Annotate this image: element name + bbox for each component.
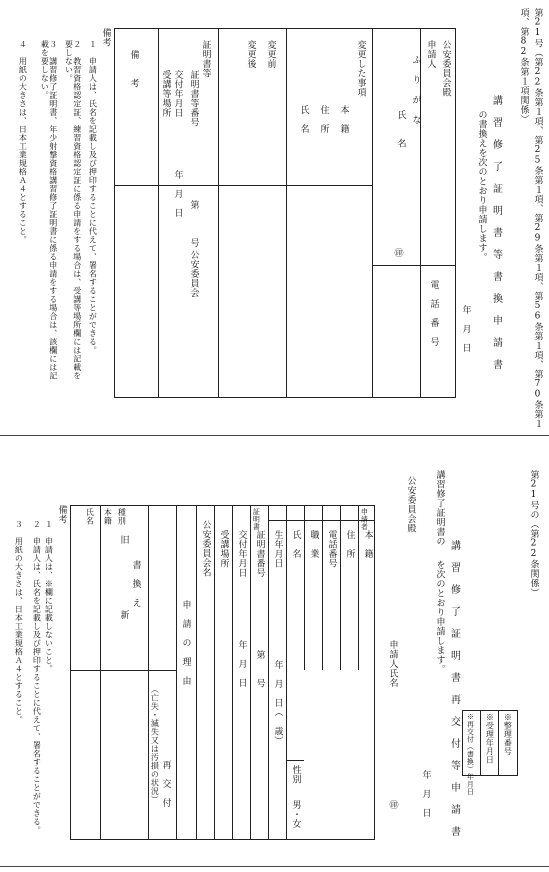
form1-issue-date-value: 年 月 日 [172,170,183,218]
form2-new-label: 新 [118,610,129,620]
form1-cert-no-value: 第 号 [188,200,199,248]
form2-header: 第21号の（第22条関係） [528,470,539,598]
form2-note-2: ３ 用紙の大きさは、日本工業規格Ａ４とすること。 [14,520,24,724]
form2-issue-value: 年 月 日 [236,640,247,688]
form1-after-change: 変更後 [245,40,256,69]
form2-row-8: 受講場所 [218,530,229,568]
form1-change-group: 変更した事項 [355,40,366,97]
form1-change-row-2: 氏 名 [298,105,309,134]
form1-applicant-group: 申請人 [425,40,436,69]
form2-reason-options: 再 交 付 [160,760,171,808]
form2-reason-sub: （亡失・滅失又は汚損の状況） [150,685,160,804]
form2-row-1: 住 所 [344,530,355,559]
form2-office-item-1: ※受理年月日 [485,713,495,764]
form1-note-2: ３ 講習修了証明書、年少射撃資格講習修了証明書に係る申請をする場合は、該欄には記載を要しない。 [40,40,58,380]
form2-group-cert: 証明書 [252,508,261,531]
form2-note-0: １ 申請人は、※欄に記載しないこと。 [44,520,54,673]
form1-change-row-1: 住 所 [318,105,329,134]
form2-note-1: ２ 申請人は、氏名を記載し及び押印することに代えて、署名することができる。 [32,520,42,835]
form1-cert-group: 証明書等 [200,40,211,78]
form1-before-change: 変更前 [265,40,276,69]
form1-title-line1: 講 習 修 了 証 明 書 等 書 換 申 請 書 [490,95,502,370]
form2-row-0: 本 籍 [362,530,373,559]
form1-cert-row-0: 証明書等番号 [188,70,199,127]
form1-cert-row-2: 受講等場所 [160,70,171,118]
form2-cert-no-value: 第 号 [254,650,265,688]
form2-applicant-name: 申請人氏名 [387,640,398,688]
form1-commission: 公安委員会 [188,250,199,298]
form2-birth-value: 年 月 日（ 歳） [272,660,283,746]
form2-row-9: 公安委員会名 [200,520,211,577]
form2-group-person: 申請者 [360,508,369,531]
form1-addressee: 公安委員会殿 [440,40,451,97]
form2-rewrite-label: 書 換 え [130,560,141,608]
form1-seal: ㊞ [392,248,403,258]
form1-date: 年 月 日 [460,305,471,353]
form2-reason-label: 申 請 の 理 由 [180,600,191,686]
form2-row-4: 氏 名 [290,530,301,559]
form2-row-5: 生年月日 [272,530,283,568]
form2-table-label-0: 種別 [117,508,127,525]
form2-gender-label: 性別 [290,765,301,784]
form1-header-line2: 項、第82条第１項関係） [518,8,529,124]
form1-change-row-0: 本 籍 [338,105,349,134]
form2-left-small: 講習修了証明書の [434,470,445,546]
form2-row-7: 交付年月日 [236,530,247,578]
form2-office-item-0: ※整理番号 [503,713,513,756]
form2-row-6: 証明書番号 [254,530,265,578]
form2-seal: ㊞ [387,800,398,810]
form2-addressee: 公安委員会殿 [405,476,416,533]
form2-old-label: 旧 [118,535,129,545]
form1-name-label: 氏 名 [395,110,406,148]
form1-note-1: ２ 教習資格認定証、練習資格認定証に係る申請をする場合は、受講等場所欄には記載を要しない。 [64,40,82,380]
form1-title-line2: の書換えを次のとおり申請します。 [476,110,487,262]
page-divider [0,435,549,436]
form1-phone-label: 電 話 番 号 [428,280,439,347]
bottom-rule [0,866,549,867]
form2-row-3: 職 業 [308,530,319,559]
form1-note-label: 備考 [100,28,111,47]
form2-date: 年 月 日 [420,770,431,818]
form2-gender-value: 男・女 [290,800,301,829]
form1-remarks-label: 備 考 [128,50,139,88]
form1-header-line1: 第21号（第22条第１項、第25条第１項、第29条第１項、第56条第１項、第70条第１ [532,8,543,429]
form2-title-line1: 講 習 修 了 証 明 書 再 交 付 等 申 請 書 [448,540,460,837]
form2-table-label-2: 氏名 [85,508,95,525]
form1-note-0: １ 申請人は、氏名を記載し及び押印することに代えて、署名することができる。 [88,40,98,355]
form1-cert-row-1: 交付年月日 [172,70,183,118]
form1-note-3: ４ 用紙の大きさは、日本工業規格Ａ４とすること。 [18,40,28,244]
form2-table-label-1: 本籍 [103,508,113,525]
form2-row-2: 電話番号 [326,530,337,568]
form2-note-label: 備考 [56,505,67,524]
form2-title-line2: を次のとおり申請します。 [434,560,445,674]
form2-office-item-2: ※再交付（書換）年月日 [466,713,475,796]
form1-furigana-label: ふ り が な [410,55,421,125]
